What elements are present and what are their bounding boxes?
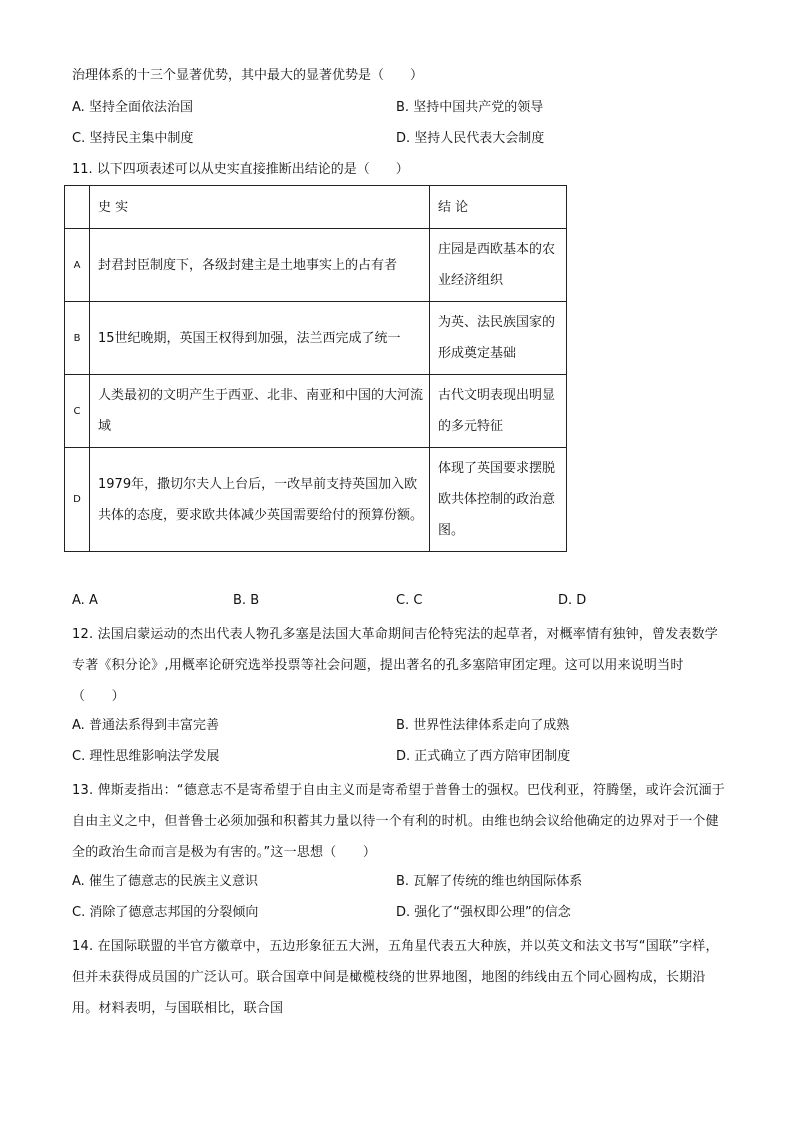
option-label: A.	[72, 100, 85, 115]
option-label: A.	[72, 874, 85, 889]
option-label: D.	[558, 593, 573, 608]
row-fact: 1979年，撒切尔夫人上台后，一改早前支持英国加入欧共体的态度，要求欧共体减少英国需要给付的预算份额。	[90, 448, 430, 552]
option-text: 坚持全面依法治国	[88, 100, 193, 115]
q11-option-d[interactable]	[558, 591, 586, 611]
option-label: B.	[396, 100, 410, 115]
option-text: 瓦解了传统的维也纳国际体系	[413, 874, 583, 889]
option-text: A	[88, 593, 98, 608]
row-conclusion: 庄园是西欧基本的农业经济组织	[430, 229, 567, 302]
option-label: B.	[396, 874, 410, 889]
row-fact: 人类最初的文明产生于西亚、北非、南亚和中国的大河流域	[90, 375, 430, 448]
row-label: C	[65, 375, 90, 448]
header-conclusion: 结 论	[430, 186, 567, 229]
row-conclusion: 古代文明表现出明显的多元特征	[430, 375, 567, 448]
option-text: B	[250, 593, 260, 608]
q12-stem: 12. 法国启蒙运动的杰出代表人物孔多塞是法国大革命期间吉伦特宪法的起草者，对概率情有独钟，曾发表数学专著《积分论》,用概率论研究选举投票等社会问题，提出著名的孔多塞陪审团定理。这可以用来说明当时（ ）	[72, 627, 719, 704]
option-label: A.	[72, 593, 85, 608]
table-header-row	[65, 186, 567, 229]
q13-option-c[interactable]	[72, 903, 258, 923]
q10-option-b[interactable]	[396, 98, 543, 118]
q11-table	[64, 185, 567, 552]
header-fact: 史 实	[90, 186, 430, 229]
option-text: 强化了“强权即公理”的信念	[414, 905, 571, 920]
row-label: B	[65, 302, 90, 375]
q11-option-a[interactable]	[72, 591, 98, 611]
q11-option-b[interactable]	[233, 591, 259, 611]
q11-option-c[interactable]	[396, 591, 422, 611]
row-label: A	[65, 229, 90, 302]
option-text: 坚持民主集中制度	[89, 131, 194, 146]
table-row	[65, 229, 567, 302]
table-row	[65, 375, 567, 448]
q14-stem: 14. 在国际联盟的半官方徽章中，五边形象征五大洲，五角星代表五大种族，并以英文和法文书写“国联”字样，但并未获得成员国的广泛认可。联合国章中间是橄榄枝绕的世界地图，地图的纬线由五个同心圆构成，长期沿用。材料表明，与国联相比，联合国	[72, 939, 719, 1016]
table-row	[65, 448, 567, 552]
option-text: 坚持人民代表大会制度	[414, 131, 545, 146]
option-label: D.	[396, 131, 411, 146]
q10-option-d[interactable]	[396, 129, 544, 149]
table-corner-cell	[65, 186, 90, 229]
option-text: 坚持中国共产党的领导	[413, 100, 544, 115]
q13-option-b[interactable]	[396, 872, 582, 892]
q12-option-d[interactable]	[396, 747, 570, 767]
option-text: 正式确立了西方陪审团制度	[414, 749, 571, 764]
option-text: 普通法系得到丰富完善	[88, 718, 219, 733]
q13-option-d[interactable]	[396, 903, 571, 923]
option-text: 催生了德意志的民族主义意识	[88, 874, 258, 889]
row-conclusion: 为英、法民族国家的形成奠定基础	[430, 302, 567, 375]
option-label: C.	[72, 749, 86, 764]
option-label: A.	[72, 718, 85, 733]
option-label: C.	[396, 593, 410, 608]
q10-option-c[interactable]	[72, 129, 193, 149]
option-text: 理性思维影响法学发展	[89, 749, 220, 764]
option-label: B.	[233, 593, 247, 608]
q12-option-b[interactable]	[396, 716, 569, 736]
q10-stem: 治理体系的十三个显著优势，其中最大的显著优势是（ ）	[72, 68, 424, 83]
row-conclusion: 体现了英国要求摆脱欧共体控制的政治意图。	[430, 448, 567, 552]
row-label: D	[65, 448, 90, 552]
option-label: D.	[396, 749, 411, 764]
row-fact: 15世纪晚期，英国王权得到加强，法兰西完成了统一	[90, 302, 430, 375]
q10-option-a[interactable]	[72, 98, 193, 118]
q11-stem: 11. 以下四项表述可以从史实直接推断出结论的是（ ）	[72, 162, 409, 177]
row-fact: 封君封臣制度下，各级封建主是土地事实上的占有者	[90, 229, 430, 302]
q13-stem: 13. 俾斯麦指出：“德意志不是寄希望于自由主义而是寄希望于普鲁士的强权。巴伐利亚，符腾堡，或许会沉湎于自由主义之中，但普鲁士必须加强和积蓄其力量以待一个有利的时机。由维也纳会议给他确定的边界对于一个健全的政治生命而言是极为有害的。”这一思想（ ）	[72, 783, 725, 860]
option-text: D	[576, 593, 587, 608]
q12-option-a[interactable]	[72, 716, 219, 736]
q12-option-c[interactable]	[72, 747, 219, 767]
table-row	[65, 302, 567, 375]
option-label: B.	[396, 718, 410, 733]
option-text: 世界性法律体系走向了成熟	[413, 718, 570, 733]
q13-option-a[interactable]	[72, 872, 258, 892]
option-text: C	[413, 593, 423, 608]
option-label: C.	[72, 905, 86, 920]
option-text: 消除了德意志邦国的分裂倾向	[89, 905, 259, 920]
option-label: D.	[396, 905, 411, 920]
option-label: C.	[72, 131, 86, 146]
